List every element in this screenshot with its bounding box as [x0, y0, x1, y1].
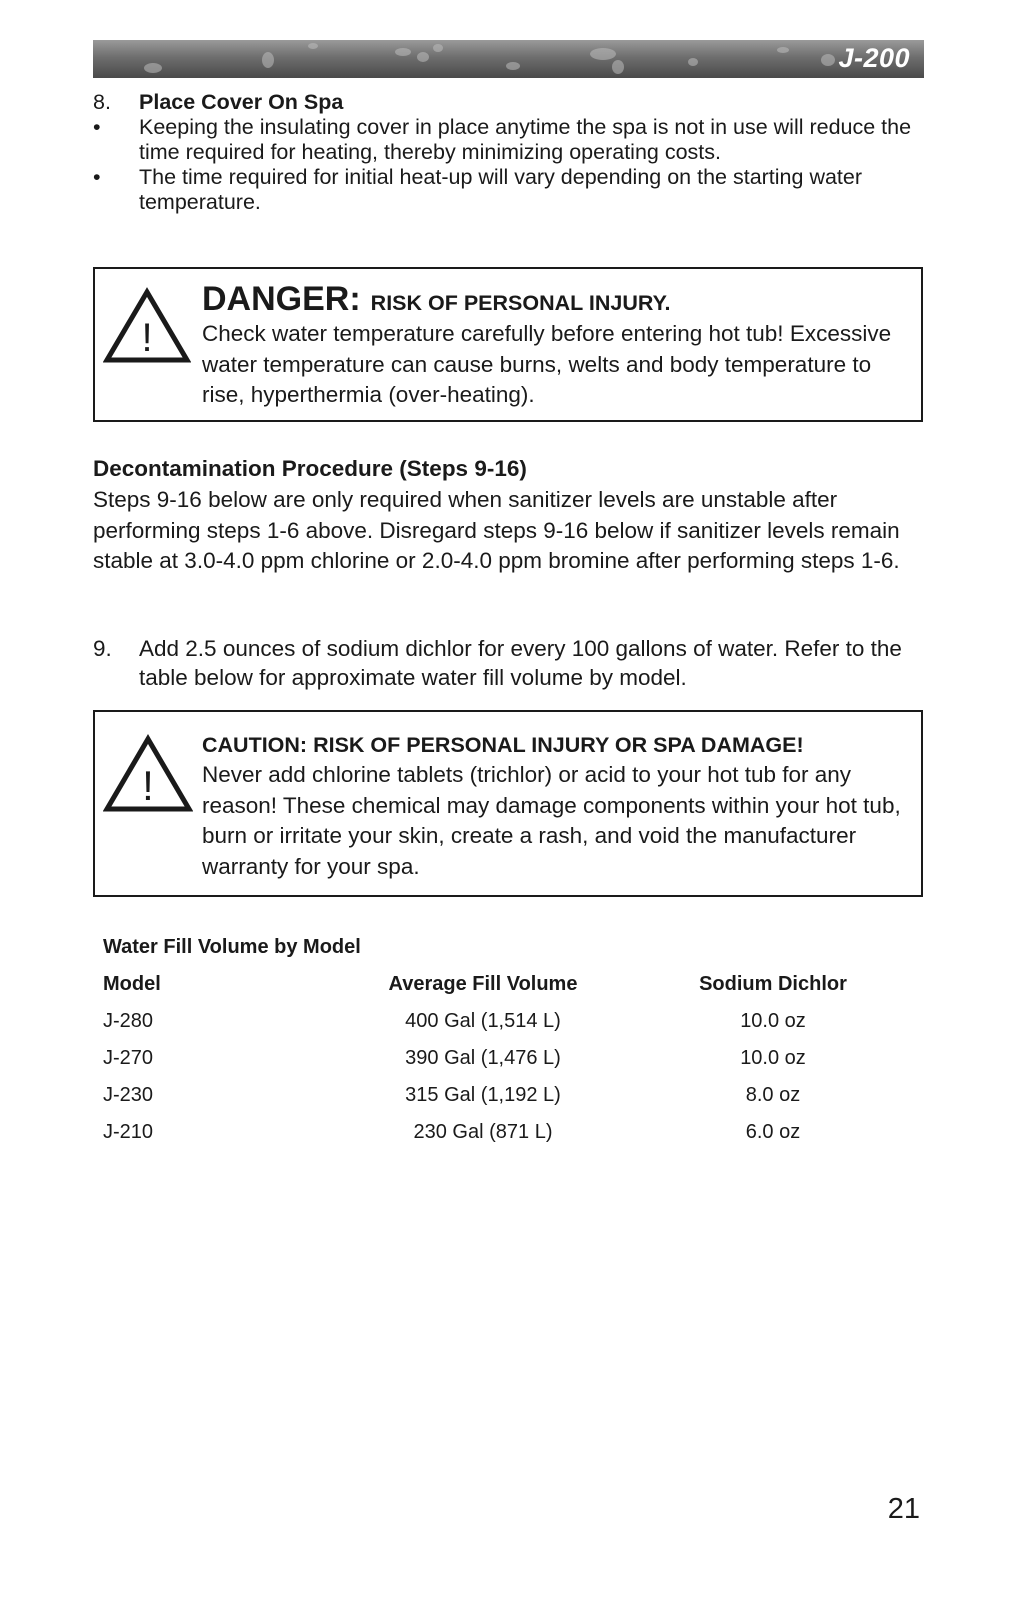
table-cell: 6.0 oz — [745, 1121, 801, 1143]
caution-content — [202, 730, 913, 882]
danger-title: DANGER: — [202, 280, 361, 318]
column-header: Model — [103, 973, 161, 995]
step-9-section — [93, 634, 923, 692]
danger-text: Check water temperature carefully before entering hot tub! Excessive water temperature can cause burns, welts and body temperature to rise, hyperthermia (over-heating). — [202, 321, 892, 407]
table-cell: J-230 — [103, 1084, 154, 1106]
warning-triangle-icon — [103, 734, 193, 814]
bullet-item — [93, 165, 923, 215]
table-cell: 10.0 oz — [740, 1010, 806, 1032]
table-row — [103, 1077, 903, 1114]
table-cell: 10.0 oz — [740, 1047, 806, 1069]
table-cell: J-210 — [103, 1121, 154, 1143]
water-fill-table — [103, 929, 903, 1151]
table-cell: J-270 — [103, 1047, 154, 1069]
bullet-marker: • — [93, 165, 101, 189]
table-row — [103, 1114, 903, 1151]
column-header: Sodium Dichlor — [699, 973, 847, 995]
page-number: 21 — [887, 1493, 920, 1525]
header-bar — [93, 40, 924, 78]
danger-content — [202, 279, 913, 411]
bullet-item — [93, 115, 923, 165]
bullet-text: Keeping the insulating cover in place anytime the spa is not in use will reduce the time required for heating, thereby minimizing operating costs. — [139, 115, 912, 164]
column-header: Average Fill Volume — [388, 973, 578, 995]
section-heading: Decontamination Procedure (Steps 9-16) — [93, 456, 527, 481]
danger-subtitle: RISK OF PERSONAL INJURY. — [370, 291, 671, 315]
step-number: 9. — [93, 636, 112, 661]
table-title: Water Fill Volume by Model — [103, 936, 361, 958]
step-title: Place Cover On Spa — [139, 90, 344, 114]
svg-text:!: ! — [142, 762, 154, 809]
caution-text: Never add chlorine tablets (trichlor) or acid to your hot tub for any reason! These chemical may damage components within your hot tub, burn or irritate your skin, create a rash, and void the manufacturer warranty for your spa. — [202, 762, 901, 879]
table-cell: 8.0 oz — [745, 1084, 801, 1106]
svg-text:!: ! — [141, 316, 153, 360]
step-9-item — [93, 634, 923, 692]
table-row — [103, 1003, 903, 1040]
decontamination-section — [93, 454, 923, 577]
caution-title: CAUTION: RISK OF PERSONAL INJURY OR SPA DAMAGE! — [202, 733, 804, 757]
danger-warning-box — [93, 267, 923, 422]
water-droplets-decoration — [93, 40, 924, 78]
step-8-section — [93, 90, 923, 215]
table-row — [103, 1040, 903, 1077]
step-8-heading — [93, 90, 923, 115]
table-cell: 390 Gal (1,476 L) — [405, 1047, 561, 1069]
step-text: Add 2.5 ounces of sodium dichlor for every 100 gallons of water. Refer to the table below for approximate water fill volume by model. — [139, 636, 902, 690]
table-header-row — [103, 966, 903, 1003]
bullet-text: The time required for initial heat-up will vary depending on the starting water temperature. — [139, 165, 863, 214]
model-title: J-200 — [838, 43, 910, 73]
table-cell: J-280 — [103, 1010, 154, 1032]
section-paragraph: Steps 9-16 below are only required when sanitizer levels are unstable after performing steps 1-6 above. Disregard steps 9-16 below if sanitizer levels remain stable at 3.0-4.0 ppm chlorine or 2.0-4.0 ppm bromine after performing steps 1-6. — [93, 486, 900, 574]
table-cell: 315 Gal (1,192 L) — [405, 1084, 561, 1106]
bullet-marker: • — [93, 115, 101, 139]
caution-warning-box — [93, 710, 923, 897]
table-cell: 230 Gal (871 L) — [413, 1121, 553, 1143]
warning-triangle-icon — [103, 287, 191, 365]
table-cell: 400 Gal (1,514 L) — [405, 1010, 561, 1032]
step-number: 8. — [93, 90, 111, 114]
